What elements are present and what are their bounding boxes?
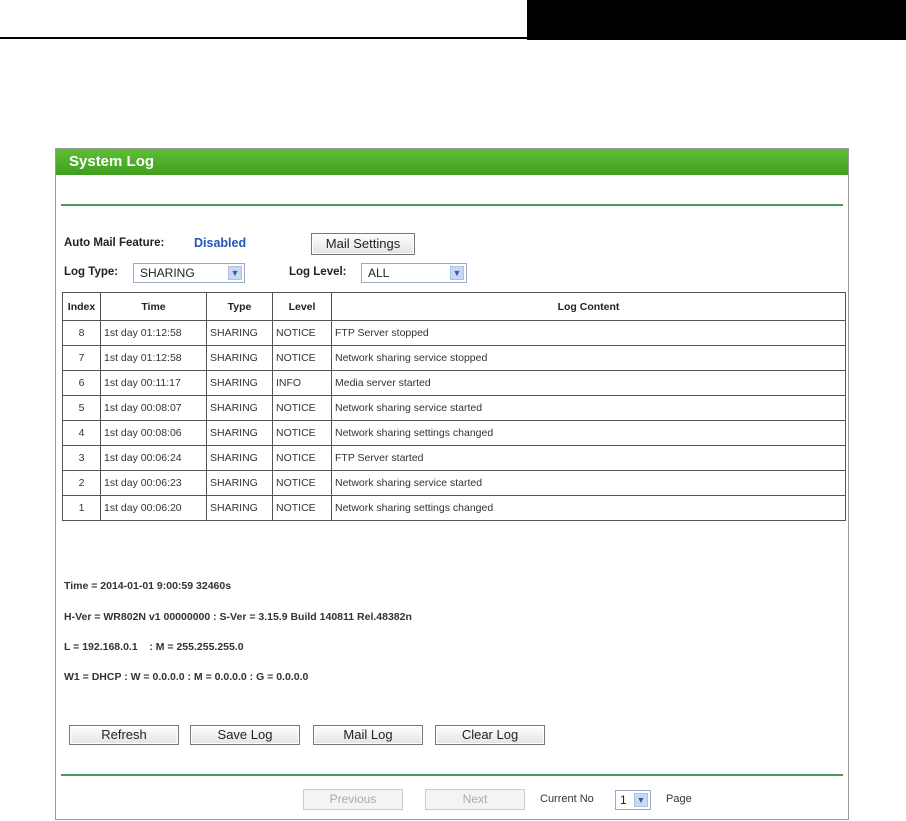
cell-time: 1st day 00:08:07 (101, 396, 207, 421)
mail-settings-button[interactable]: Mail Settings (311, 233, 415, 255)
cell-time: 1st day 01:12:58 (101, 346, 207, 371)
cell-time: 1st day 00:06:24 (101, 446, 207, 471)
page-select[interactable] (615, 790, 651, 810)
cell-index: 1 (63, 496, 101, 521)
log-level-label: Log Level: (289, 266, 347, 278)
cell-level: NOTICE (273, 346, 332, 371)
cell-index: 5 (63, 396, 101, 421)
cell-type: SHARING (207, 346, 273, 371)
cell-time: 1st day 00:06:20 (101, 496, 207, 521)
cell-time: 1st day 00:11:17 (101, 371, 207, 396)
cell-level: NOTICE (273, 446, 332, 471)
col-index: Index (63, 293, 101, 321)
cell-time: 1st day 00:06:23 (101, 471, 207, 496)
panel-title: System Log (56, 149, 848, 175)
cell-level: NOTICE (273, 471, 332, 496)
col-log-content: Log Content (332, 293, 846, 321)
cell-log-content: Network sharing service started (332, 471, 846, 496)
chevron-down-icon: ▼ (228, 266, 242, 280)
cell-type: SHARING (207, 496, 273, 521)
cell-index: 2 (63, 471, 101, 496)
info-wan: W1 = DHCP : W = 0.0.0.0 : M = 0.0.0.0 : G = 0.0.0.0 (64, 671, 309, 683)
auto-mail-label: Auto Mail Feature: (64, 237, 165, 249)
cell-log-content: Network sharing settings changed (332, 421, 846, 446)
cell-type: SHARING (207, 396, 273, 421)
auto-mail-status: Disabled (194, 236, 247, 250)
cell-level: NOTICE (273, 396, 332, 421)
log-table (62, 292, 846, 521)
cell-index: 6 (63, 371, 101, 396)
cell-index: 8 (63, 321, 101, 346)
next-button[interactable]: Next (425, 789, 525, 810)
cell-log-content: Network sharing service stopped (332, 346, 846, 371)
current-no-label: Current No (540, 793, 594, 805)
clear-log-button[interactable]: Clear Log (435, 725, 545, 745)
chevron-down-icon: ▼ (634, 793, 648, 807)
log-table-body (63, 321, 846, 521)
refresh-button[interactable]: Refresh (69, 725, 179, 745)
cell-level: NOTICE (273, 421, 332, 446)
table-row (63, 396, 846, 421)
cell-log-content: Network sharing settings changed (332, 496, 846, 521)
chevron-down-icon: ▼ (450, 266, 464, 280)
log-type-select[interactable] (133, 263, 245, 283)
header-rule (0, 37, 528, 39)
table-row (63, 346, 846, 371)
page-label: Page (666, 793, 692, 805)
cell-type: SHARING (207, 446, 273, 471)
table-row (63, 471, 846, 496)
cell-level: NOTICE (273, 321, 332, 346)
cell-level: INFO (273, 371, 332, 396)
col-level: Level (273, 293, 332, 321)
table-row (63, 371, 846, 396)
log-type-value: SHARING (140, 266, 195, 280)
cell-log-content: FTP Server stopped (332, 321, 846, 346)
table-row (63, 421, 846, 446)
log-level-value: ALL (368, 266, 390, 280)
log-level-select[interactable] (361, 263, 467, 283)
cell-level: NOTICE (273, 496, 332, 521)
cell-type: SHARING (207, 421, 273, 446)
table-row (63, 321, 846, 346)
page-select-value: 1 (620, 793, 627, 807)
cell-log-content: Media server started (332, 371, 846, 396)
cell-index: 7 (63, 346, 101, 371)
log-type-label: Log Type: (64, 266, 119, 278)
cell-time: 1st day 01:12:58 (101, 321, 207, 346)
cell-time: 1st day 00:08:06 (101, 421, 207, 446)
info-lan: L = 192.168.0.1 : M = 255.255.255.0 (64, 641, 244, 653)
info-time: Time = 2014-01-01 9:00:59 32460s (64, 580, 232, 592)
previous-button[interactable]: Previous (303, 789, 403, 810)
cell-type: SHARING (207, 371, 273, 396)
cell-log-content: Network sharing service started (332, 396, 846, 421)
col-type: Type (207, 293, 273, 321)
cell-index: 4 (63, 421, 101, 446)
table-row (63, 446, 846, 471)
table-row (63, 496, 846, 521)
col-time: Time (101, 293, 207, 321)
divider-top (61, 204, 843, 206)
cell-type: SHARING (207, 321, 273, 346)
save-log-button[interactable]: Save Log (190, 725, 300, 745)
divider-bottom (61, 774, 843, 776)
system-log-panel (55, 148, 849, 820)
cell-index: 3 (63, 446, 101, 471)
info-version: H-Ver = WR802N v1 00000000 : S-Ver = 3.15.9 Build 140811 Rel.48382n (64, 611, 412, 623)
table-header-row (63, 293, 846, 321)
mail-log-button[interactable]: Mail Log (313, 725, 423, 745)
header-black-block (527, 0, 906, 40)
cell-log-content: FTP Server started (332, 446, 846, 471)
cell-type: SHARING (207, 471, 273, 496)
